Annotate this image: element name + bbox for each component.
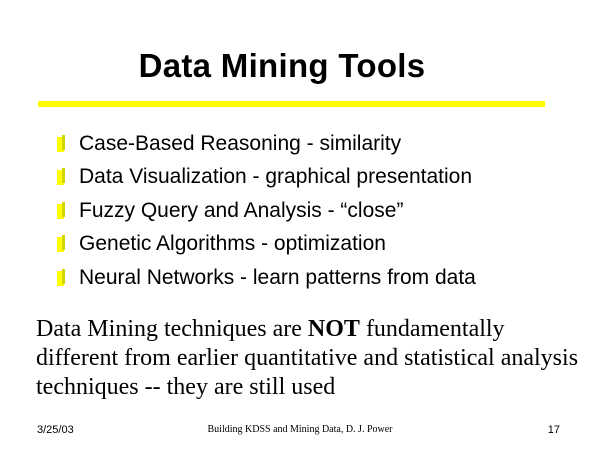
- slide-title: Data Mining Tools: [138, 47, 426, 84]
- yellow-square-bullet-icon: [56, 235, 66, 253]
- bullet-item: [56, 194, 476, 228]
- bullet-text: Neural Networks - learn patterns from data: [79, 265, 476, 289]
- paragraph-emphasis: NOT: [307, 316, 360, 342]
- paragraph-text-end: fundamentally different from earlier quantitative and statistical analysis techniques -- they are still used: [36, 316, 579, 400]
- bullet-text: Fuzzy Query and Analysis - “close”: [79, 198, 404, 222]
- bullet-item: [56, 261, 476, 295]
- footer-date: 3/25/03: [37, 424, 74, 436]
- yellow-square-bullet-icon: [56, 269, 66, 287]
- yellow-square-bullet-icon: [56, 202, 66, 220]
- bullet-item: [56, 127, 476, 161]
- summary-paragraph: [36, 315, 581, 402]
- bullet-text: Case-Based Reasoning - similarity: [79, 131, 402, 155]
- bullet-item: [56, 161, 476, 195]
- bullet-item: [56, 228, 476, 262]
- bullet-list: [56, 127, 476, 295]
- yellow-square-bullet-icon: [56, 168, 66, 186]
- yellow-square-bullet-icon: [56, 135, 66, 153]
- bullet-text: Genetic Algorithms - optimization: [79, 232, 386, 256]
- paragraph-text-start: Data Mining techniques are: [36, 316, 308, 342]
- footer-title: Building KDSS and Mining Data, D. J. Power: [207, 424, 393, 435]
- page-number: 17: [547, 424, 560, 436]
- title-underline-rule: [38, 101, 545, 107]
- bullet-text: Data Visualization - graphical presentation: [79, 165, 473, 189]
